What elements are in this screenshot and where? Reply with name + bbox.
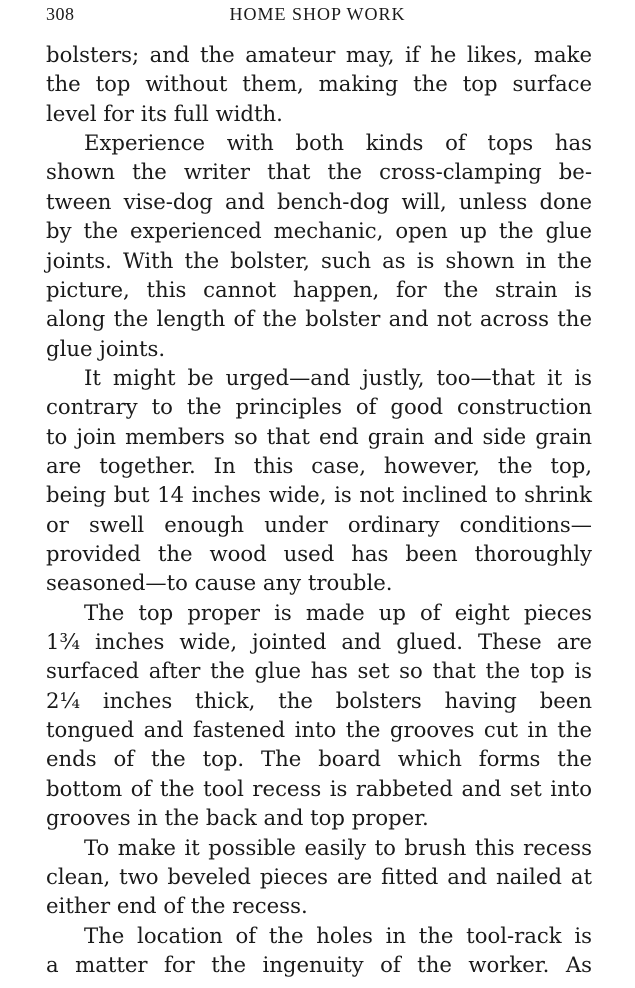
text-line: level for its full width.	[46, 100, 283, 126]
text-line: joints. With the bolster, such as is shown in the	[46, 247, 592, 273]
text-line: clean, two beveled pieces are fitted and nailed at	[46, 863, 592, 889]
text-line: bolsters; and the amateur may, if he likes, make	[46, 42, 592, 67]
text-line: 2¼ inches thick, the bolsters having been	[46, 687, 592, 713]
text-line: being but 14 inches wide, is not inclined to shrink	[46, 482, 592, 508]
text-line: The top proper is made up of eight pieces	[84, 599, 592, 625]
text-line: or swell enough under ordinary conditions—	[46, 511, 592, 537]
text-line: are together. In this case, however, the top,	[46, 452, 592, 478]
text-line: provided the wood used has been thoroughly	[46, 541, 592, 566]
running-title: HOME SHOP WORK	[229, 4, 406, 24]
text-line: It might be urged—and justly, too—that it is	[84, 364, 592, 390]
text-line: along the length of the bolster and not across the	[46, 306, 592, 332]
text-line: picture, this cannot happen, for the strain is	[46, 276, 592, 302]
text-line: surfaced after the glue has set so that the top is	[46, 658, 592, 684]
text-line: seasoned—to cause any trouble.	[46, 570, 393, 596]
text-line: The location of the holes in the tool-rack is	[84, 922, 592, 948]
text-line: to join members so that end grain and side grain	[46, 423, 592, 449]
text-line: ends of the top. The board which forms the	[46, 746, 592, 772]
page-number: 308	[46, 4, 75, 24]
text-line: shown the writer that the cross-clamping be-	[46, 159, 592, 185]
running-head	[46, 4, 589, 28]
text-line: by the experienced mechanic, open up the glue	[46, 218, 592, 244]
text-line: bottom of the tool recess is rabbeted and set into	[46, 775, 592, 801]
text-line: 1¾ inches wide, jointed and glued. These are	[46, 629, 592, 654]
text-line: grooves in the back and top proper.	[46, 805, 429, 831]
text-line: glue joints.	[46, 335, 166, 361]
text-line: contrary to the principles of good construction	[46, 394, 592, 420]
text-line: tongued and fastened into the grooves cut in the	[46, 717, 592, 743]
text-line: Experience with both kinds of tops has	[84, 130, 592, 156]
text-line: To make it possible easily to brush this recess	[84, 834, 592, 860]
text-line: either end of the recess.	[46, 893, 308, 919]
text-line: the top without them, making the top surface	[46, 71, 592, 97]
text-line: tween vise-dog and bench-dog will, unless done	[46, 188, 592, 214]
text-line: a matter for the ingenuity of the worker. As	[46, 951, 592, 977]
